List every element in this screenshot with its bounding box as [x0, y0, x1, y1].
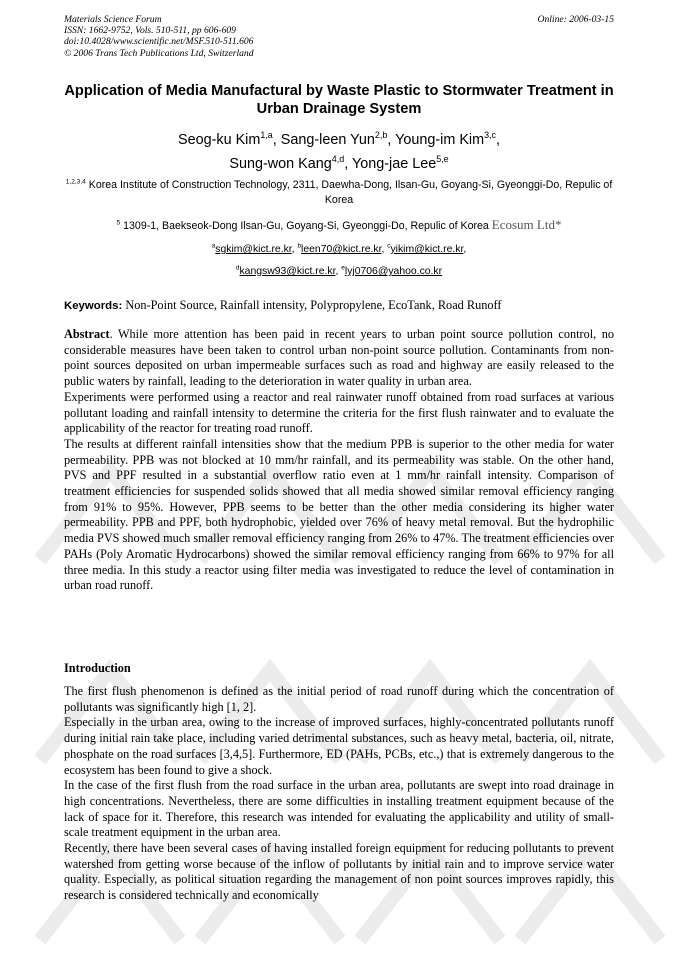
keywords: [64, 297, 616, 314]
affiliation-sup: 5: [116, 219, 121, 227]
email-link[interactable]: sgkim@kict.re.kr: [215, 244, 292, 255]
author-sup: 2,b: [374, 130, 388, 141]
email-link[interactable]: kangsw93@kict.re.kr: [239, 266, 336, 277]
online-date: Online: 2006-03-15: [537, 14, 614, 25]
intro-paragraph: Especially in the urban area, owing to the increase of improved surfaces, highly-concentrated pollutants runoff during initial rain take place, including varied detrimental substances, such as heavy metal, bacteria, oil, nitrate, phosphate on the road surfaces [3,4,5]. Furthermore, ED (PAHs, PCBs, etc.,) that is extremely dangerous to the ecosystem has been found to give a shock.: [64, 715, 614, 777]
introduction: [64, 684, 614, 904]
abstract-label: Abstract: [64, 327, 110, 341]
paper-title: Application of Media Manufactural by Waste Plastic to Stormwater Treatment in Urban Drainage System: [64, 83, 614, 117]
author-name: Sung-won Kang: [229, 156, 332, 172]
email-link[interactable]: lyj0706@yahoo.co.kr: [344, 266, 443, 277]
abstract-paragraph: Experiments were performed using a reactor and real rainwater runoff obtained from road surfaces at various pollutant loading and rainfall intensity to determine the criteria for the first flush rainwater and to evaluate the applicability of the reactor for treating road runoff.: [64, 389, 614, 436]
intro-paragraph: In the case of the first flush from the road surface in the urban area, pollutants are swept into road drainage in high concentrations. Nevertheless, there are some difficulties in installing treatment equipment because of the lack of space for it. Therefore, this research was intended for evaluating the applicability and utility of small-scale treatment equipment in the urban area.: [64, 778, 614, 840]
author-sup: 5,e: [436, 154, 449, 165]
affiliation-2: [64, 217, 614, 234]
affiliation-sup: 1,2,3,4: [65, 178, 86, 186]
ecosum-stamp: Ecosum Ltd*: [491, 217, 562, 232]
affiliation-1: [64, 178, 614, 208]
author-name: Yong-jae Lee: [351, 156, 437, 172]
author-list: Seog-ku Kim$^{1,a}$, Sang-leen Yun$^{2,b}$, Young-im Kim$^{3,c}$, Sung-won Kang$^{4,d}$, Yong-jae Lee$^{5,e}$: [177, 130, 501, 172]
email-link[interactable]: leen70@kict.re.kr: [301, 244, 382, 255]
keywords-text: Non-Point Source, Rainfall intensity, Polypropylene, EcoTank, Road Runoff: [125, 298, 502, 312]
keywords-label: Keywords:: [64, 300, 123, 312]
journal-name: Materials Science Forum: [64, 14, 162, 25]
journal-header: [64, 14, 254, 59]
affiliation-text: Korea Institute of Construction Technology, 2311, Daewha-Dong, Ilsan-Gu, Goyang-Si, Gyeonggi-Do, Repulic of Korea: [88, 179, 613, 206]
author-sup: 4,d: [331, 154, 345, 165]
journal-copyright: © 2006 Trans Tech Publications Ltd, Switzerland: [64, 47, 254, 59]
abstract: [64, 327, 614, 594]
introduction-heading: Introduction: [64, 661, 131, 675]
intro-paragraph: The first flush phenomenon is defined as the initial period of road runoff during which the concentration of pollutants was significantly high [1, 2].: [64, 684, 614, 714]
abstract-paragraph: The results at different rainfall intensities show that the medium PPB is superior to the other media for water permeability. PPB was not blocked at 10 mm/hr rainfall, and its permeability was stable. On the other hand, PVS and PPF resulted in a substantial overflow ratio even at 1 mm/hr rainfall intensity. Comparison of treatment efficiencies for suspended solids showed that all media showed similar removal efficiency ranging from 91% to 95%. However, PPB seems to be better than the other media considering its higher water permeability. PPB and PPF, both hydrophobic, yielded over 76% of heavy metal removal. But the hydrophilic media PVS showed much smaller removal efficiency ranging from 26% to 47%. The treatment efficiencies over PAHs (Poly Aromatic Hydrocarbons) showed the similar removal efficiency ranging from 66% to 97% for all three media. In this study a reactor using filter media was investigated to reduce the level of contamination in urban road runoff.: [64, 436, 614, 593]
author-name: Sang-leen Yun: [280, 132, 375, 148]
affiliation-text: 1309-1, Baekseok-Dong Ilsan-Gu, Goyang-Si, Gyeonggi-Do, Repulic of Korea: [123, 220, 489, 232]
intro-paragraph: Recently, there have been several cases of having installed foreign equipment for reducing pollutants to prevent watershed from getting worse because of the inflow of pollutants by initial rain and to improve service water quality. Especially, as political situation regarding the management of non point sources improves rapidly, this research is considered technically and economically: [64, 841, 614, 903]
journal-doi: doi:10.4028/www.scientific.net/MSF.510-511.606: [64, 36, 254, 48]
author-sup: 3,c: [484, 130, 497, 141]
author-name: Seog-ku Kim: [177, 132, 261, 148]
email-list: $^a$sgkim@kict.re.kr, $^b$leen70@kict.re.kr, $^c$yikim@kict.re.kr, $^d$kangsw93@kict.re.kr, $^e$lyj0706@yahoo.co.kr: [211, 242, 467, 277]
author-sup: 1,a: [260, 130, 273, 141]
email-link[interactable]: yikim@kict.re.kr: [390, 244, 464, 255]
author-name: Young-im Kim: [395, 132, 485, 148]
abstract-paragraph: Abstract. While more attention has been paid in recent years to urban point source pollution control, no considerable measures have been taken to control urban non-point source pollution. Contaminants from non-point sources deposited on urban impermeable surfaces such as road and highway are easily released to the public waters by rainfall, leading to the deterioration in water quality in urban area.: [64, 327, 614, 389]
journal-issn: ISSN: 1662-9752, Vols. 510-511, pp 606-609: [64, 25, 236, 37]
